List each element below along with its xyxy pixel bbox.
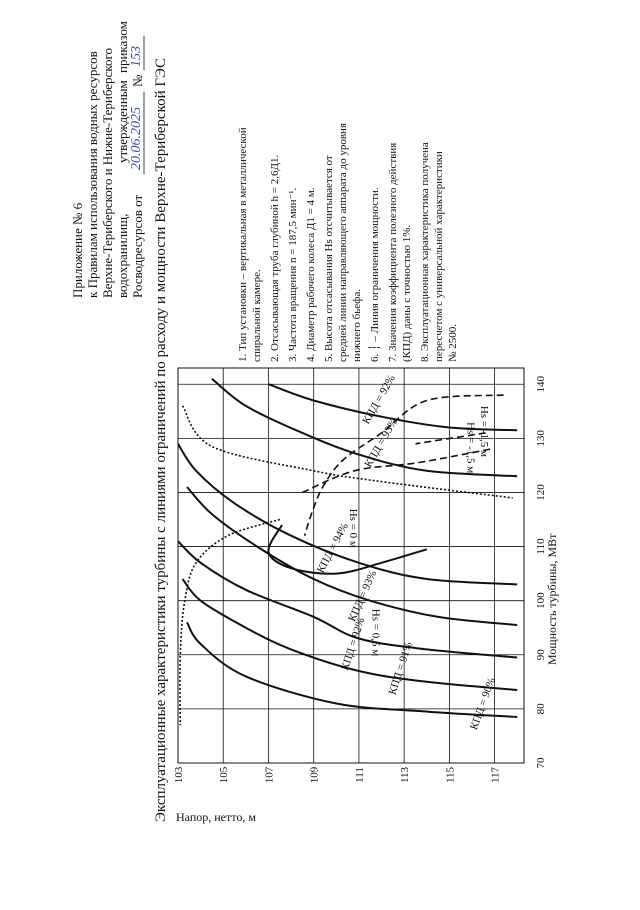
header-block bbox=[70, 21, 145, 298]
number-label: № bbox=[130, 74, 145, 87]
note-8-line-2: пересчетом с универсальной характеристики bbox=[433, 151, 445, 362]
notes-block bbox=[237, 123, 459, 362]
x-tick-label: 80 bbox=[535, 703, 547, 715]
note-1-line-2: спиральной камере. bbox=[251, 269, 263, 362]
header-line-4: водохранилищ, bbox=[115, 213, 130, 298]
suction-height-line-2 bbox=[302, 449, 490, 492]
note-8-line-3: № 2500. bbox=[447, 324, 459, 362]
note-8: 8. Эксплуатационная характеристика получена bbox=[419, 142, 431, 362]
curve-label-hs_m15a: Hs = -1,5 м bbox=[478, 405, 490, 457]
curve-label-kpd94: КПД = 94% bbox=[314, 521, 352, 576]
note-5-line-3: нижнего бьефа. bbox=[351, 288, 363, 362]
handwritten-number: 153 bbox=[129, 46, 144, 67]
x-tick-label: 70 bbox=[535, 757, 547, 769]
handwritten-date: 20.06.2025 bbox=[129, 107, 144, 170]
y-tick-label: 111 bbox=[353, 767, 366, 783]
y-tick-label: 113 bbox=[399, 766, 412, 784]
header-line-4c: приказом bbox=[115, 21, 130, 73]
header-line-4b: утвержденным bbox=[115, 80, 130, 163]
curve-label-kpd93a: КПД = 93% bbox=[346, 568, 380, 624]
curve-label-kpd91: КПД = 91% bbox=[386, 640, 415, 697]
curve-label-hs_m15b: Hs = -1,5 м bbox=[464, 422, 477, 474]
header-line-5: Росводресурсов от bbox=[130, 194, 145, 298]
y-tick-label: 107 bbox=[263, 766, 276, 784]
y-tick-label: 105 bbox=[218, 766, 231, 784]
note-4: 4. Диаметр рабочего колеса Д1 = 4 м. bbox=[305, 187, 317, 362]
note-5: 5. Высота отсасывания Hs отсчитывается от bbox=[323, 155, 335, 362]
curve-label-kpd90: КПД = 90% bbox=[468, 676, 499, 732]
curve-label-hs_05: Hs = 0,5 м bbox=[369, 608, 382, 657]
curve-label-hs_0: Hs = 0 м bbox=[346, 508, 359, 548]
header-line-3: Верхне-Териберского и Нижне-Териберского bbox=[100, 48, 115, 298]
y-axis-label: Напор, нетто, м bbox=[176, 810, 256, 824]
x-tick-label: 130 bbox=[535, 430, 547, 447]
chart bbox=[173, 368, 559, 824]
chart-title: Эксплуатационные характеристики турбины с линиями ограничений по расходу и мощности Верхне-Териберской ГЭС bbox=[153, 58, 169, 822]
y-tick-label: 109 bbox=[308, 766, 321, 784]
x-tick-label: 90 bbox=[535, 649, 547, 661]
note-7: 7. Значения коэффициента полезного действия bbox=[387, 142, 399, 362]
x-tick-label: 140 bbox=[535, 375, 547, 393]
chart-curve-labels bbox=[315, 373, 498, 732]
note-5-line-2: средней линии направляющего аппарата до уровня bbox=[337, 122, 349, 362]
note-2: 2. Отсасывающая труба глубиной h = 2,6Д1. bbox=[269, 154, 281, 362]
header-line-1: Приложение № 6 bbox=[70, 202, 85, 298]
y-tick-label: 103 bbox=[173, 766, 185, 784]
x-axis-label: Мощность турбины, МВт bbox=[545, 533, 559, 665]
x-tick-label: 120 bbox=[535, 484, 547, 501]
x-tick-label: 100 bbox=[535, 592, 547, 609]
note-6: 6. ┆ – Линия ограничения мощности. bbox=[369, 187, 381, 362]
note-3: 3. Частота вращения n = 187,5 мин⁻¹. bbox=[287, 187, 299, 362]
y-tick-label: 115 bbox=[444, 766, 457, 784]
note-7-line-2: (КПД) даны с точностью 1%. bbox=[401, 224, 413, 362]
curve-label-kpd92b: КПД = 92% bbox=[360, 372, 398, 427]
header-line-2: к Правилам использования водных ресурсов bbox=[85, 51, 100, 298]
curve-label-kpd92a: КПД = 92% bbox=[339, 616, 368, 672]
x-tick-label: 110 bbox=[535, 538, 547, 555]
curve-label-kpd93b: КПД = 93% bbox=[362, 416, 401, 470]
note-1: 1. Тип установки – вертикальная в металлической bbox=[237, 127, 249, 362]
y-tick-label: 117 bbox=[489, 766, 502, 784]
